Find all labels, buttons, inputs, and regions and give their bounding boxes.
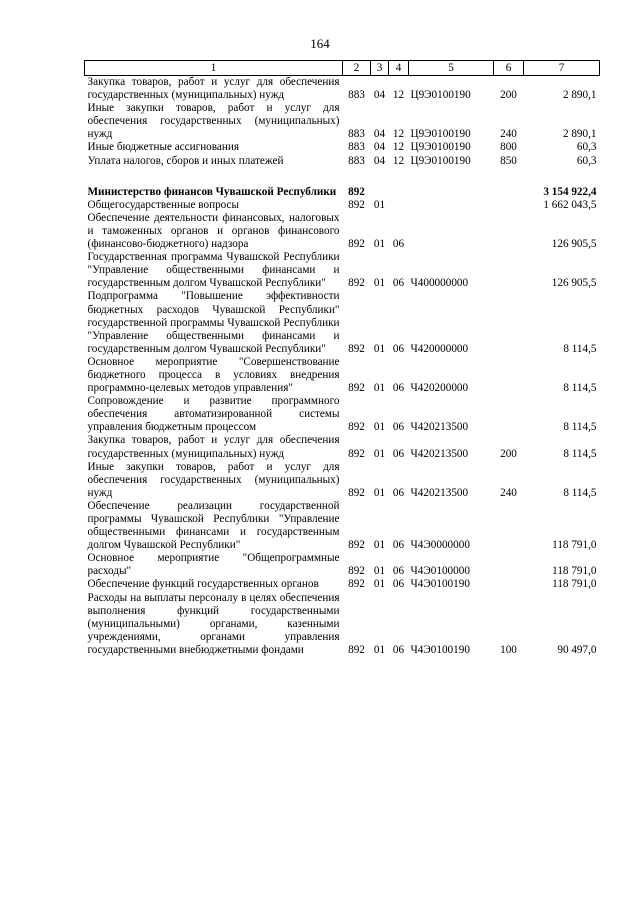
table-spacer-row	[85, 168, 600, 186]
row-vr	[494, 578, 524, 591]
row-csr	[409, 186, 494, 199]
row-sum: 60,3	[576, 154, 597, 167]
row-sum: 90 497,0	[557, 643, 597, 656]
row-name: Сопровождение и развитие программного обеспечения автоматизированной системы управления бюджетным процессом	[87, 395, 340, 434]
row-sum: 8 114,5	[563, 421, 597, 434]
row-rz: 01	[373, 277, 386, 290]
row-vr: 850	[500, 154, 517, 167]
page-number: 164	[310, 36, 330, 51]
row-vr	[494, 212, 524, 251]
row-vr	[494, 395, 524, 434]
row-vr: 200	[500, 89, 517, 102]
row-sum: 126 905,5	[551, 238, 597, 251]
row-csr: Ч420213500	[410, 421, 469, 434]
row-pr: 12	[392, 128, 405, 141]
row-rz: 04	[373, 128, 386, 141]
table-row	[85, 199, 600, 212]
row-pr: 06	[392, 277, 405, 290]
row-gr: 883	[348, 141, 365, 154]
table-row	[85, 251, 600, 290]
row-rz	[371, 186, 389, 199]
row-gr: 892	[348, 643, 365, 656]
table-row	[85, 395, 600, 434]
row-csr: Ч420213500	[410, 447, 469, 460]
row-csr: Ч420213500	[410, 486, 469, 499]
row-gr: 892	[348, 539, 365, 552]
row-rz: 01	[373, 342, 386, 355]
row-csr: Ц9Э0100190	[410, 89, 471, 102]
row-gr: 892	[348, 185, 365, 198]
row-vr: 200	[500, 447, 517, 460]
row-gr: 883	[348, 89, 365, 102]
row-name: Основное мероприятие "Совершенствование бюджетного процесса в условиях внедрения программно-целевых методов управления"	[87, 355, 340, 395]
row-gr: 892	[348, 342, 365, 355]
row-gr: 892	[348, 277, 365, 290]
row-name: Расходы на выплаты персоналу в целях обеспечения выполнения функций государственными (муниципальными) органами, казенными учреждениями, органами управления государственными внебюджетными фондами	[87, 591, 340, 656]
row-rz: 01	[373, 578, 386, 591]
row-vr	[494, 552, 524, 578]
row-sum: 8 114,5	[563, 382, 597, 395]
table-row	[85, 155, 600, 168]
row-pr: 12	[392, 89, 405, 102]
row-name: Обеспечение деятельности финансовых, налоговых и таможенных органов и органов финансового (финансово-бюджетного) надзора	[87, 211, 340, 251]
table-row	[85, 434, 600, 460]
row-sum: 8 114,5	[563, 486, 597, 499]
row-rz: 01	[373, 447, 386, 460]
row-vr	[494, 500, 524, 552]
row-csr: Ц9Э0100190	[410, 154, 471, 167]
row-pr: 06	[392, 486, 405, 499]
row-csr: Ч4Э0100190	[410, 643, 470, 656]
row-pr: 12	[392, 141, 405, 154]
row-rz: 01	[373, 198, 386, 211]
table-row	[85, 552, 600, 578]
row-name: Обеспечение реализации государственной программы Чувашской Республики "Управление общественными финансами и государственным долгом Чувашской Республики"	[87, 499, 340, 552]
row-gr: 883	[348, 128, 365, 141]
row-pr: 06	[392, 643, 405, 656]
row-name: Основное мероприятие "Общепрограммные расходы"	[87, 552, 340, 578]
row-csr: Ч4Э0100000	[410, 565, 470, 578]
row-vr	[494, 290, 524, 355]
row-pr: 06	[392, 421, 405, 434]
table-body	[85, 76, 600, 658]
row-name: Государственная программа Чувашской Республики "Управление общественными финансами и государственным долгом Чувашской Республики"	[87, 251, 340, 290]
row-gr: 892	[348, 382, 365, 395]
row-name: Обеспечение функций государственных органов	[87, 578, 319, 591]
row-gr: 892	[348, 421, 365, 434]
table-row	[85, 102, 600, 141]
row-name: Иные закупки товаров, работ и услуг для обеспечения государственных (муниципальных) нужд	[87, 102, 340, 141]
header-name: 1	[85, 61, 343, 76]
table-header-row	[85, 61, 600, 76]
header-csr: 5	[409, 61, 494, 76]
row-vr: 240	[500, 128, 517, 141]
row-sum: 1 662 043,5	[543, 198, 597, 211]
row-gr: 883	[348, 154, 365, 167]
table-row	[85, 500, 600, 552]
header-gr: 2	[343, 61, 371, 76]
row-name: Уплата налогов, сборов и иных платежей	[87, 154, 284, 167]
row-pr: 06	[392, 447, 405, 460]
row-gr: 892	[348, 578, 365, 591]
row-rz: 01	[373, 382, 386, 395]
row-name: Закупка товаров, работ и услуг для обеспечения государственных (муниципальных) нужд	[87, 76, 340, 102]
row-pr: 06	[392, 238, 405, 251]
table-row	[85, 290, 600, 355]
row-csr: Ч420000000	[410, 342, 469, 355]
row-sum: 118 791,0	[552, 539, 597, 552]
row-rz: 01	[373, 539, 386, 552]
row-sum: 118 791,0	[552, 565, 597, 578]
row-vr: 100	[500, 643, 517, 656]
table-row	[85, 356, 600, 395]
row-csr: Ч400000000	[410, 277, 469, 290]
row-name: Закупка товаров, работ и услуг для обеспечения государственных (муниципальных) нужд	[87, 434, 340, 460]
row-gr: 892	[348, 198, 365, 211]
row-sum: 60,3	[576, 141, 597, 154]
row-vr: 800	[500, 141, 517, 154]
row-rz: 01	[373, 486, 386, 499]
row-pr: 06	[392, 342, 405, 355]
row-sum: 3 154 922,4	[543, 185, 597, 198]
row-name: Министерство финансов Чувашской Республики	[87, 185, 337, 198]
row-csr: Ц9Э0100190	[410, 141, 471, 154]
row-rz: 04	[373, 154, 386, 167]
header-sum: 7	[524, 61, 600, 76]
row-gr: 892	[348, 486, 365, 499]
table-row	[85, 186, 600, 199]
row-pr	[389, 199, 409, 212]
row-sum: 126 905,5	[551, 277, 597, 290]
table-row	[85, 212, 600, 251]
row-sum: 118 791,0	[552, 578, 597, 591]
row-sum: 8 114,5	[563, 447, 597, 460]
table-row	[85, 578, 600, 591]
row-pr: 12	[392, 154, 405, 167]
row-name: Иные бюджетные ассигнования	[87, 141, 239, 154]
row-sum: 2 890,1	[562, 128, 597, 141]
row-csr: Ц9Э0100190	[410, 128, 471, 141]
row-vr	[494, 251, 524, 290]
row-vr	[494, 356, 524, 395]
row-pr: 06	[392, 578, 405, 591]
row-pr: 06	[392, 565, 405, 578]
row-csr: Ч4Э0000000	[410, 539, 470, 552]
row-rz: 01	[373, 238, 386, 251]
table-row	[85, 592, 600, 657]
row-csr: Ч420200000	[410, 382, 469, 395]
row-vr: 240	[500, 486, 517, 499]
row-sum: 2 890,1	[562, 89, 597, 102]
row-rz: 01	[373, 421, 386, 434]
row-gr: 892	[348, 238, 365, 251]
header-rz: 3	[371, 61, 389, 76]
header-pr: 4	[389, 61, 409, 76]
row-rz: 04	[373, 89, 386, 102]
row-gr: 892	[348, 565, 365, 578]
row-name: Иные закупки товаров, работ и услуг для обеспечения государственных (муниципальных) нужд	[87, 460, 340, 499]
header-vr: 6	[494, 61, 524, 76]
row-pr: 06	[392, 539, 405, 552]
table-row	[85, 141, 600, 154]
row-csr	[409, 199, 494, 212]
row-name: Подпрограмма "Повышение эффективности бюджетных расходов Чувашской Республики" государственной программы Чувашской Республики "Управление общественными финансами и государственным долгом Чувашской Республики"	[87, 290, 340, 355]
row-vr	[494, 199, 524, 212]
row-vr	[494, 186, 524, 199]
row-pr	[389, 186, 409, 199]
row-gr: 892	[348, 447, 365, 460]
row-csr: Ч4Э0100190	[410, 578, 470, 591]
row-rz: 01	[373, 643, 386, 656]
row-pr: 06	[392, 382, 405, 395]
row-rz: 01	[373, 565, 386, 578]
table-row	[85, 461, 600, 500]
row-name: Общегосударственные вопросы	[87, 198, 240, 211]
row-sum: 8 114,5	[563, 342, 597, 355]
spacer-cell	[85, 168, 600, 186]
budget-table	[84, 60, 600, 657]
row-csr	[409, 212, 494, 251]
table-row	[85, 76, 600, 103]
row-rz: 04	[373, 141, 386, 154]
